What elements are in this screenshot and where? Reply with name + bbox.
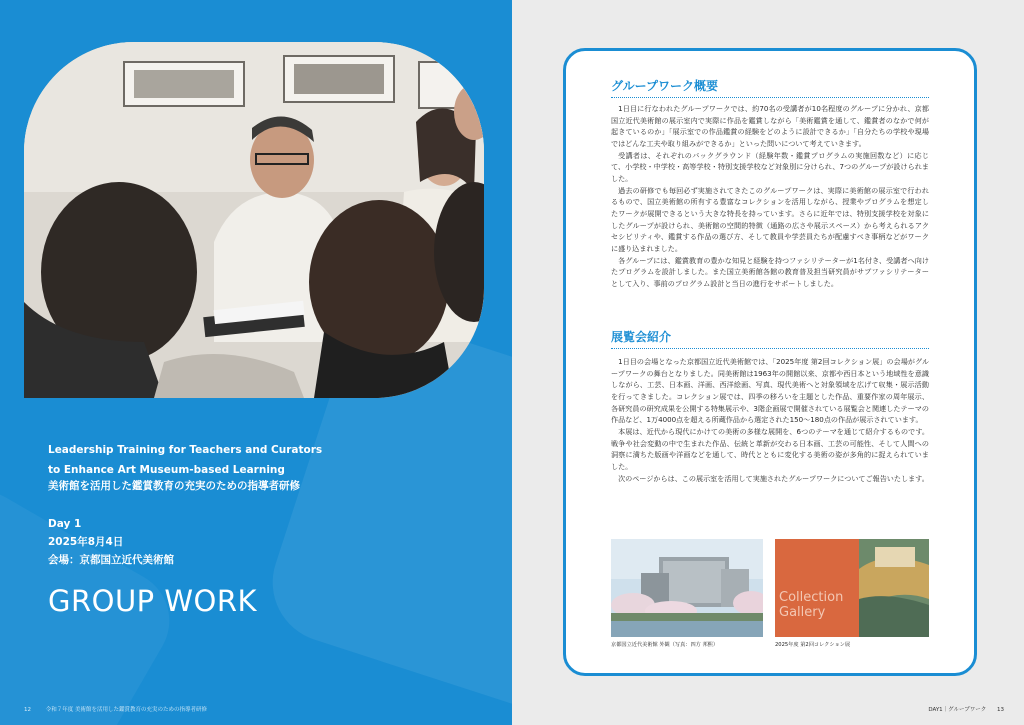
overview-paragraph: 1日目に行なわれたグループワークでは、約70名の受講者が10名程度のグループに分かれ、京都国立近代美術館の展示室内で実際に作品を鑑賞しながら「美術鑑賞を通して、鑑賞者のなかで何が起きているのか」「展示室での作品鑑賞の経験をどのように設計できるか」「自分たちの学校や現場ではどんな工夫や取り組みができるか」といった問いについて考えていきます。 [611, 104, 929, 148]
event-date: 2025年8月4日 [48, 536, 124, 548]
page-number-left: 12 [24, 707, 31, 713]
collection-poster-illustration [775, 539, 929, 637]
museum-exterior-illustration [611, 539, 763, 637]
training-title-en-line-2: to Enhance Art Museum-based Learning [48, 464, 285, 476]
museum-photo-caption: 京都国立近代美術館 外観（写真：四方 邦熙） [611, 642, 719, 648]
day-label: Day 1 [48, 518, 82, 530]
footer-right-text: DAY1｜グループワーク [928, 707, 987, 713]
right-page [512, 0, 1024, 725]
exhibition-body [611, 356, 929, 484]
section-title: GROUP WORK [48, 584, 258, 618]
overview-paragraph: 過去の研修でも毎回必ず実施されてきたこのグループワークは、実際に美術館の展示室で行われるもので、国立美術館の所有する豊富なコレクションを活用しながら、授業やプログラムを想定したワークが展開できるという大きな特長を持っています。さらに近年では、特別支援学校を対象にしたグループが設けられ、美術館の空間的特徴（通路の広さや展示スペース）から考えられるアクセシビリティや、鑑賞する作品の選び方、そして教員や学芸員たちが配慮すべき事柄などがワークに盛り込まれました。 [611, 185, 929, 253]
overview-heading-rule [611, 97, 929, 98]
training-title-jp: 美術館を活用した鑑賞教育の充実のための指導者研修 [48, 480, 300, 492]
group-work-photo [24, 42, 484, 398]
overview-body [611, 103, 929, 290]
exhibition-heading: 展覧会紹介 [611, 330, 672, 344]
poster-title-collection: Collection [779, 590, 844, 605]
content-card [563, 48, 977, 676]
exhibition-heading-rule [611, 348, 929, 349]
event-venue: 会場：京都国立近代美術館 [48, 554, 174, 566]
exhibition-paragraph: 1日目の会場となった京都国立近代美術館では、「2025年度 第2回コレクション展」の会場がグループワークの舞台となりました。同美術館は1963年の開館以来、京都や西日本という地域性を意識しながら、工芸、日本画、洋画、西洋絵画、写真、現代美術へと対象領域を広げて収集・展示活動を行ってきました。コレクション展では、四季の移ろいを主題とした作品、重要作家の周年展示、各研究員の研究成果を公開する特集展示や、3階企画展で開催されている展覧会と関連したテーマの作品など、1万4000点を超える所蔵作品から選定された150〜180点の作品が展示されています。 [611, 357, 929, 425]
overview-heading: グループワーク概要 [611, 79, 719, 93]
group-work-photo-illustration [24, 42, 484, 398]
collection-photo-caption: 2025年度 第2回コレクション展 [775, 642, 851, 648]
poster-title-gallery: Gallery [779, 605, 826, 620]
footer-left-text: 令和７年度 美術館を活用した鑑賞教育の充実のための指導者研修 [45, 707, 208, 713]
training-title-en-line-1: Leadership Training for Teachers and Curators [48, 444, 323, 456]
overview-paragraph: 各グループには、鑑賞教育の豊かな知見と経験を持つファシリテーターが1名付き、受講者へ向けたプログラムを設計しました。また国立美術館各館の教育普及担当研究員がサブファシリテーターとして入り、事前のプログラム設計と当日の進行をサポートしました。 [611, 255, 929, 288]
collection-exhibition-poster [775, 539, 929, 637]
page-number-right: 13 [997, 707, 1004, 713]
footer-right [928, 704, 1004, 716]
exhibition-paragraph: 次のページからは、この展示室を活用して実施されたグループワークについてご報告いたします。 [618, 473, 929, 483]
overview-paragraph: 受講者は、それぞれのバックグラウンド（経験年数・鑑賞プログラムの実施回数など）に応じて、小学校・中学校・高等学校・特別支援学校など対象別に分けられ、7つのグループが設けられました。 [611, 150, 929, 183]
footer-left [24, 704, 494, 716]
exhibition-paragraph: 本展は、近代から現代にかけての美術の多様な展開を、6つのテーマを通じて紹介するものです。戦争や社会変動の中で生まれた作品、伝統と革新が交わる日本画、工芸の可能性、そして人間への洞察に満ちた版画や洋画などを通して、時代とともに変化する美術の姿が多角的に捉えられていました。 [611, 426, 929, 471]
museum-exterior-photo [611, 539, 763, 637]
